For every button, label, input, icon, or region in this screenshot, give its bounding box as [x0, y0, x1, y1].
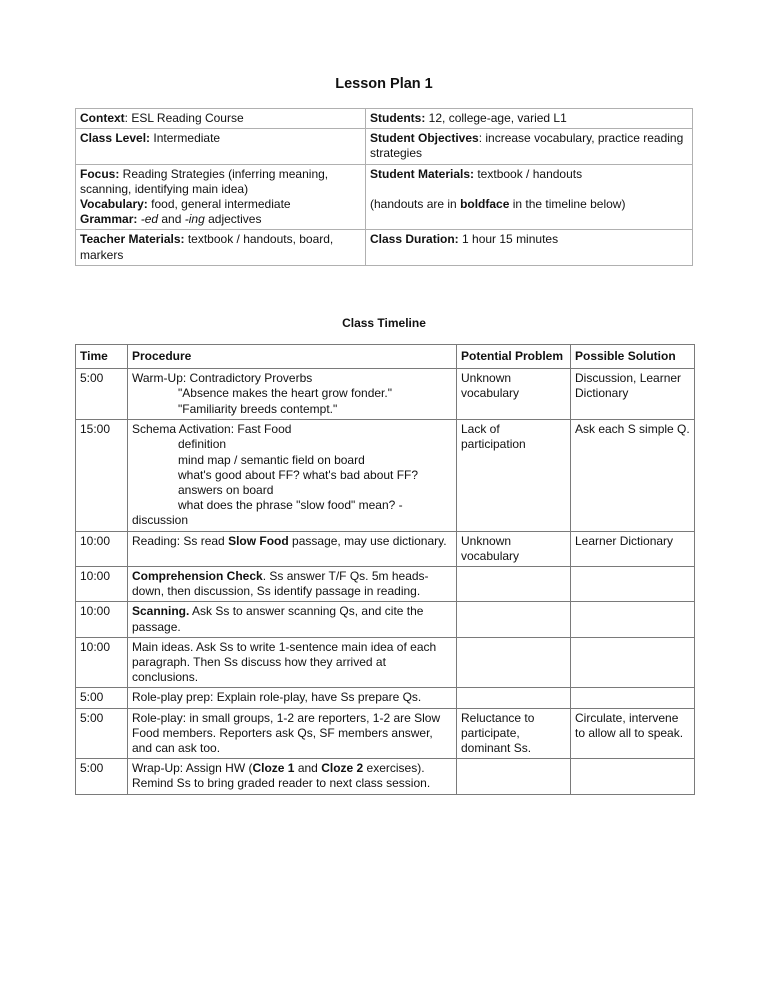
- solution-cell: [571, 602, 695, 637]
- table-row: [76, 688, 695, 708]
- students-label: Students:: [370, 111, 426, 125]
- procedure-cell: Role-play: in small groups, 1-2 are reporters, 1-2 are Slow Food members. Reporters ask Qs, SF members answer, and can ask too.: [128, 708, 457, 759]
- teacher-materials-cell: [76, 230, 366, 265]
- procedure-subitem: answers on board: [178, 483, 274, 498]
- table-row: [76, 531, 695, 566]
- solution-cell: [571, 567, 695, 602]
- procedure-subitem: "Familiarity breeds contempt.": [178, 401, 338, 416]
- info-row: [76, 109, 693, 129]
- vocabulary-value: food, general intermediate: [147, 197, 291, 212]
- procedure-text: discussion: [132, 513, 189, 528]
- timeline-title: Class Timeline: [342, 316, 426, 330]
- table-row: [76, 637, 695, 688]
- spacer: [370, 182, 689, 197]
- procedure-subitem: "Absence makes the heart grow fonder.": [178, 386, 392, 401]
- procedure-cell: Role-play prep: Explain role-play, have Ss prepare Qs.: [128, 688, 457, 708]
- problem-cell: [457, 637, 571, 688]
- time-cell: 5:00: [76, 759, 128, 794]
- procedure-cell: [128, 602, 457, 637]
- context-label: Context: [80, 111, 125, 125]
- table-row: [76, 420, 695, 531]
- solution-cell: [571, 688, 695, 708]
- time-cell: 10:00: [76, 531, 128, 566]
- grammar-ing: -ing: [184, 212, 205, 227]
- procedure-text: Warm-Up: Contradictory Proverbs: [132, 371, 313, 386]
- teacher-label: Teacher Materials:: [80, 232, 185, 247]
- objectives-value: : increase vocabulary, practice reading strategies: [370, 131, 684, 161]
- procedure-cell: Main ideas. Ask Ss to write 1-sentence main idea of each paragraph. Then Ss discuss how they arrived at conclusions.: [128, 637, 457, 688]
- page-title: Lesson Plan 1: [335, 76, 433, 92]
- table-row: [76, 567, 695, 602]
- solution-cell: [571, 759, 695, 794]
- info-row: [76, 164, 693, 230]
- duration-value: 1 hour 15 minutes: [458, 232, 559, 247]
- procedure-text: passage, may use dictionary.: [288, 533, 447, 548]
- problem-cell: Lack of participation: [457, 420, 571, 531]
- header-procedure: Procedure: [128, 345, 457, 369]
- procedure-text: Reading: Ss read: [132, 533, 229, 548]
- time-cell: 15:00: [76, 420, 128, 531]
- materials-label: Student Materials:: [370, 166, 475, 181]
- lesson-info-table: [75, 108, 693, 266]
- time-cell: 5:00: [76, 369, 128, 420]
- handout-name: Comprehension Check: [132, 569, 263, 584]
- procedure-text: Schema Activation: Fast Food: [132, 422, 292, 437]
- time-cell: 5:00: [76, 708, 128, 759]
- class-level-label: Class Level:: [80, 131, 151, 146]
- problem-cell: [457, 759, 571, 794]
- handouts-note-pre: (handouts are in: [370, 196, 461, 211]
- handouts-note-post: in the timeline below): [509, 196, 626, 211]
- procedure-subitem: definition: [178, 437, 227, 452]
- class-level-value: Intermediate: [150, 131, 221, 146]
- problem-cell: [457, 688, 571, 708]
- table-row: [76, 708, 695, 759]
- duration-label: Class Duration:: [370, 232, 459, 247]
- table-row: [76, 602, 695, 637]
- procedure-text: and: [294, 761, 322, 776]
- procedure-text: . Ss answer T/F Qs. 5m heads-down, then discussion, Ss identify passage in reading.: [132, 569, 429, 599]
- table-row: [76, 759, 695, 794]
- problem-cell: Unknown vocabulary: [457, 531, 571, 566]
- procedure-cell: [128, 759, 457, 794]
- procedure-cell: [128, 531, 457, 566]
- info-row: [76, 230, 693, 265]
- problem-cell: [457, 602, 571, 637]
- time-cell: 10:00: [76, 567, 128, 602]
- handout-name: Cloze 2: [321, 761, 364, 776]
- procedure-text: exercises). Remind Ss to bring graded reader to next class session.: [132, 761, 431, 791]
- header-problem: Potential Problem: [457, 345, 571, 369]
- solution-cell: Ask each S simple Q.: [571, 420, 695, 531]
- grammar-tail: adjectives: [204, 212, 262, 227]
- handout-name: Cloze 1: [252, 761, 295, 776]
- time-cell: 5:00: [76, 688, 128, 708]
- focus-value: Reading Strategies (inferring meaning, scanning, identifying main idea): [80, 166, 329, 196]
- focus-label: Focus:: [80, 166, 120, 181]
- procedure-subitem: what's good about FF? what's bad about FF?: [178, 467, 419, 482]
- problem-cell: [457, 567, 571, 602]
- grammar-label: Grammar:: [80, 212, 138, 227]
- handout-name: Scanning.: [132, 604, 190, 619]
- solution-cell: Circulate, intervene to allow all to speak.: [571, 708, 695, 759]
- solution-cell: Discussion, Learner Dictionary: [571, 369, 695, 420]
- grammar-and: and: [158, 212, 185, 227]
- solution-cell: [571, 637, 695, 688]
- materials-cell: [366, 164, 693, 230]
- procedure-text: Ask Ss to answer scanning Qs, and cite the passage.: [132, 604, 424, 634]
- solution-cell: Learner Dictionary: [571, 531, 695, 566]
- vocabulary-label: Vocabulary:: [80, 197, 148, 212]
- class-level-cell: [76, 129, 366, 164]
- class-timeline-table: [75, 344, 695, 795]
- context-value: : ESL Reading Course: [124, 111, 244, 125]
- objectives-label: Student Objectives: [370, 131, 479, 146]
- table-row: [76, 369, 695, 420]
- info-row: [76, 129, 693, 164]
- materials-value: textbook / handouts: [474, 166, 583, 181]
- header-solution: Possible Solution: [571, 345, 695, 369]
- students-cell: [366, 109, 693, 129]
- teacher-value: textbook / handouts, board, markers: [80, 232, 334, 262]
- header-time: Time: [76, 345, 128, 369]
- students-value: 12, college-age, varied L1: [425, 111, 567, 125]
- procedure-cell: [128, 567, 457, 602]
- procedure-cell: [128, 420, 457, 531]
- focus-cell: [76, 164, 366, 230]
- procedure-text: Wrap-Up: Assign HW (: [132, 761, 253, 776]
- handouts-note-bold: boldface: [460, 196, 510, 211]
- timeline-header-row: [76, 345, 695, 369]
- time-cell: 10:00: [76, 637, 128, 688]
- time-cell: 10:00: [76, 602, 128, 637]
- problem-cell: Reluctance to participate, dominant Ss.: [457, 708, 571, 759]
- procedure-cell: [128, 369, 457, 420]
- duration-cell: [366, 230, 693, 265]
- problem-cell: Unknown vocabulary: [457, 369, 571, 420]
- procedure-subitem: mind map / semantic field on board: [178, 452, 365, 467]
- objectives-cell: [366, 129, 693, 164]
- handout-name: Slow Food: [228, 533, 289, 548]
- procedure-subitem: what does the phrase "slow food" mean? -: [178, 498, 403, 513]
- grammar-ed: -ed: [140, 212, 159, 227]
- context-cell: [76, 109, 366, 129]
